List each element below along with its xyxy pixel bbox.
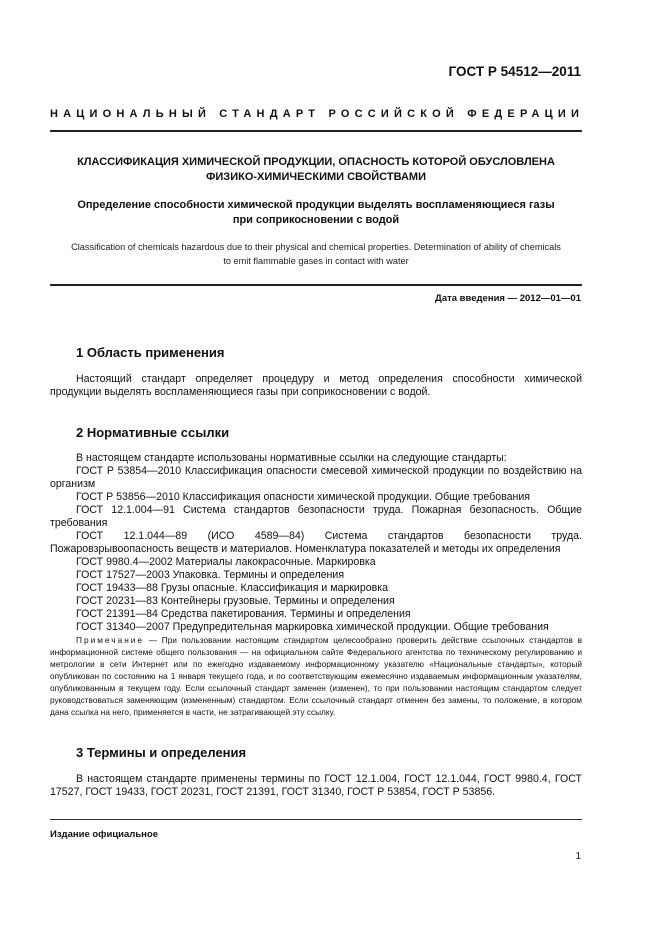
section-2-body bbox=[50, 452, 582, 634]
english-title-line2: to emit flammable gases in contact with water bbox=[223, 256, 409, 266]
main-title-line2: ФИЗИКО-ХИМИЧЕСКИМИ СВОЙСТВАМИ bbox=[206, 171, 426, 183]
section-2-heading: 2 Нормативные ссылки bbox=[76, 425, 230, 440]
subtitle-line1: Определение способности химической продукции выделять воспламеняющиеся газы bbox=[77, 199, 555, 211]
english-title-line1: Classification of chemicals hazardous due to their physical and chemical properties. Determination of ability of chemicals bbox=[71, 242, 561, 252]
title-rule bbox=[50, 284, 582, 286]
reference-item: ГОСТ Р 53854—2010 Классификация опасности смесевой химической продукции по воздействию на организм bbox=[50, 465, 582, 490]
reference-item: ГОСТ 12.1.004—91 Система стандартов безопасности труда. Пожарная безопасность. Общие требования bbox=[50, 504, 582, 529]
reference-item: ГОСТ 9980.4—2002 Материалы лакокрасочные. Маркировка bbox=[76, 556, 376, 568]
reference-item: ГОСТ Р 53856—2010 Классификация опасности химической продукции. Общие требования bbox=[76, 491, 531, 503]
section-2-intro: В настоящем стандарте использованы нормативные ссылки на следующие стандарты: bbox=[76, 452, 507, 464]
reference-item: ГОСТ 19433—88 Грузы опасные. Классификация и маркировка bbox=[76, 582, 389, 594]
introduction-date: Дата введения — 2012—01—01 bbox=[435, 293, 581, 304]
note-label: Примечание bbox=[76, 635, 145, 645]
national-standard-banner: НАЦИОНАЛЬНЫЙ СТАНДАРТ РОССИЙСКОЙ ФЕДЕРАЦИИ bbox=[50, 108, 585, 120]
section-3-body bbox=[50, 773, 582, 799]
main-title-line1: КЛАССИФИКАЦИЯ ХИМИЧЕСКОЙ ПРОДУКЦИИ, ОПАСНОСТЬ КОТОРОЙ ОБУСЛОВЛЕНА bbox=[77, 156, 555, 168]
section-3-heading: 3 Термины и определения bbox=[76, 745, 247, 760]
reference-item: ГОСТ 21391—84 Средства пакетирования. Термины и определения bbox=[76, 608, 411, 620]
official-edition-label: Издание официальное bbox=[50, 829, 158, 840]
reference-item: ГОСТ 20231—83 Контейнеры грузовые. Термины и определения bbox=[76, 595, 395, 607]
page-number: 1 bbox=[575, 851, 581, 862]
header-rule bbox=[50, 130, 582, 132]
section-1-text: Настоящий стандарт определяет процедуру и метод определения способности химической продукции выделять воспламеняющиеся газы при соприкосновении с водой. bbox=[50, 373, 582, 398]
section-1-body bbox=[50, 373, 582, 399]
footer-rule bbox=[50, 819, 582, 820]
section-1-heading: 1 Область применения bbox=[76, 345, 225, 360]
reference-item: ГОСТ 12.1.044—89 (ИСО 4589—84) Система стандартов безопасности труда. Пожаровзрывоопасность веществ и материалов. Номенклатура показателей и методы их определения bbox=[50, 530, 582, 555]
subtitle-line2: при соприкосновении с водой bbox=[232, 214, 400, 226]
section-2-note bbox=[50, 634, 582, 718]
reference-item: ГОСТ 31340—2007 Предупредительная маркировка химической продукции. Общие требования bbox=[76, 621, 549, 633]
note-text: — При пользовании настоящим стандартом целесообразно проверить действие ссылочных стандартов в информационной системе общего пользования — на официальном сайте Федерального агентства по техническому регулированию и метрологии в сети Интернет или по ежегодно издаваемому информационному указателю «Национальные стандарты», который опубликован по состоянию на 1 января текущего года, и по соответствующим ежемесячно издаваемым информационным указателям, опубликованным в текущем году. Если ссылочный стандарт заменен (изменен), то при пользовании настоящим стандартом следует руководствоваться заменяющим (измененным) стандартом. Если ссылочный стандарт отменен без замены, то положение, в котором дана ссылка на него, применяется в части, не затрагивающей эту ссылку. bbox=[50, 635, 582, 717]
section-3-text: В настоящем стандарте применены термины по ГОСТ 12.1.004, ГОСТ 12.1.044, ГОСТ 9980.4, ГОСТ 17527, ГОСТ 19433, ГОСТ 20231, ГОСТ 21391, ГОСТ 31340, ГОСТ Р 53854, ГОСТ Р 53856. bbox=[50, 773, 582, 798]
reference-item: ГОСТ 17527—2003 Упаковка. Термины и определения bbox=[76, 569, 345, 581]
document-code: ГОСТ Р 54512—2011 bbox=[448, 64, 581, 79]
